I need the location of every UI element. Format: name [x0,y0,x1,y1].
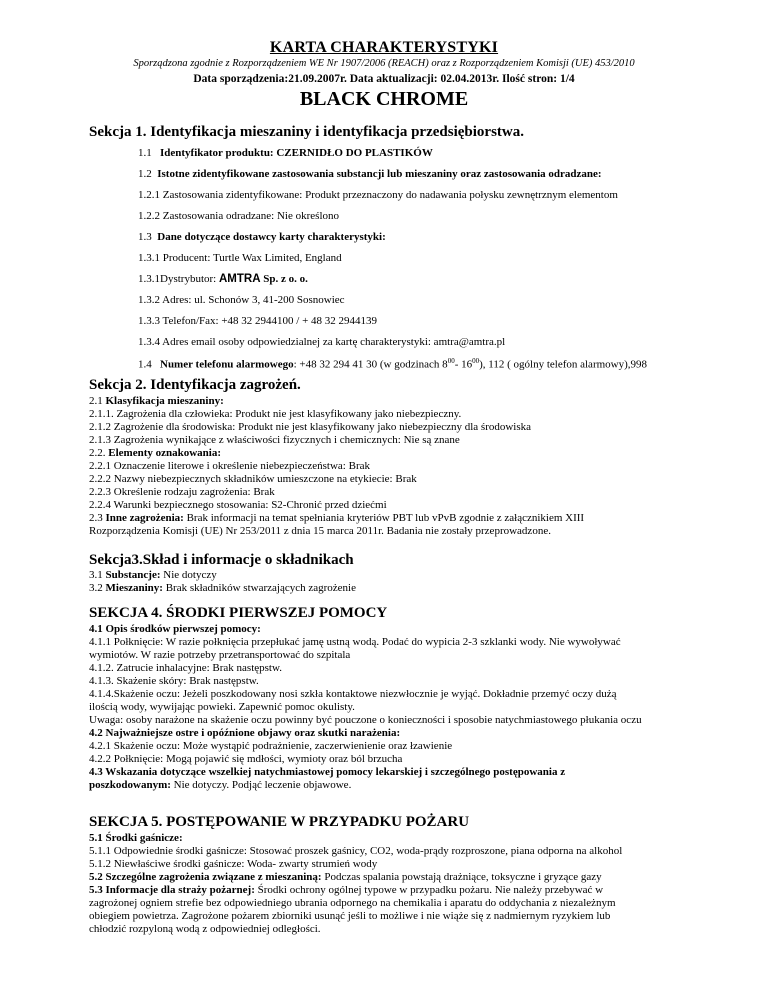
section-5-heading: SEKCJA 5. POSTĘPOWANIE W PRZYPADKU POŻARU [89,814,470,830]
line-4-1-2: 4.1.2. Zatrucie inhalacyjne: Brak następstw. [89,662,282,674]
emergency-phone-a: : +48 32 294 41 30 (w godzinach 8 [293,358,448,371]
line-2-1-2: 2.1.2 Zagrożenie dla środowiska: Produkt nie jest klasyfikowany jako niebezpieczny dla środowiska [89,421,532,433]
line-3-2 [89,582,689,595]
distributor-label: 1.3.1Dystrybutor: [138,273,219,285]
line-2-1-label: Klasyfikacja mieszaniny: [105,395,224,407]
emergency-sup-1: 00 [447,357,455,365]
line-1-2-2: 1.2.2 Zastosowania odradzane: Nie określono [138,210,339,222]
line-5-1-2: 5.1.2 Niewłaściwe środki gaśnicze: Woda- zwarty strumień wody [89,858,378,870]
line-2-2-number: 2.2. [89,447,109,459]
line-4-1: 4.1 Opis środków pierwszej pomocy: [89,623,261,635]
emergency-phone-c: ), 112 ( ogólny telefon alarmowy),998 [479,358,648,371]
emergency-phone-b: - 16 [454,358,473,371]
line-5-2 [89,871,689,884]
line-1-3 [138,231,386,243]
line-3-2-label: Mieszaniny: [105,582,163,594]
line-1-3-text: Dane dotyczące dostawcy karty charakterystyki: [157,231,386,243]
line-2-1 [89,395,689,408]
product-name: BLACK CHROME [299,88,469,110]
line-2-2-3: 2.2.3 Określenie rodzaju zagrożenia: Brak [89,486,275,498]
line-3-1-number: 3.1 [89,569,106,581]
line-4-1-1: 4.1.1 Połknięcie: W razie połknięcia przepłukać jamę ustną wodą. Podać do wypicia 2-3 szklanki wody. Nie wywoływać [89,636,621,648]
line-2-3 [89,512,689,525]
document-title: KARTA CHARAKTERYSTYKI [269,39,499,56]
line-1-3-number: 1.3 [138,231,152,243]
line-4-3: 4.3 Wskazania dotyczące wszelkiej natychmiastowej pomocy lekarskiej i szczególnego postępowania z [89,766,566,778]
line-1-1 [138,147,433,159]
line-1-2-number: 1.2 [138,168,152,180]
line-1-3-4: 1.3.4 Adres email osoby odpowiedzialnej za kartę charakterystyki: amtra@amtra.pl [138,336,506,348]
line-1-1-text: Identyfikator produktu: CZERNIDŁO DO PLASTIKÓW [160,147,433,159]
section-5-body [89,832,689,936]
line-1-3-3: 1.3.3 Telefon/Fax: +48 32 2944100 / + 48 32 2944139 [138,315,378,327]
line-4-2-2: 4.2.2 Połknięcie: Mogą pojawić się mdłości, wymioty oraz ból brzucha [89,753,403,765]
line-2-3-number: 2.3 [89,512,106,524]
line-5-2-text: Podczas spalania powstają drażniące, toksyczne i gryzące gazy [321,871,602,883]
line-2-2-4: 2.2.4 Warunki bezpiecznego stosowania: S2-Chronić przed dziećmi [89,499,387,511]
line-2-2 [89,447,689,460]
line-3-2-number: 3.2 [89,582,106,594]
line-4-3-cont [89,779,689,792]
line-1-2-text: Istotne zidentyfikowane zastosowania substancji lub mieszaniny oraz zastosowania odradzane: [157,168,602,180]
line-2-2-2: 2.2.2 Nazwy niebezpiecznych składników umieszczone na etykiecie: Brak [89,473,417,485]
line-5-3 [89,884,689,897]
line-5-3-cont-2: obiegiem powietrza. Zagrożone pożarem zbiorniki usunąć jeśli to możliwe i nie wiąże się z nadmiernym ryzykiem lub [89,910,611,922]
line-1-3-2: 1.3.2 Adres: ul. Schonów 3, 41-200 Sosnowiec [138,294,345,306]
line-5-2-label: 5.2 Szczególne zagrożenia związane z mieszaniną: [89,871,322,883]
line-4-3-text: Nie dotyczy. Podjąć leczenie objawowe. [170,779,352,791]
line-5-3-label: 5.3 Informacje dla straży pożarnej: [89,884,255,896]
line-4-2-1: 4.2.1 Skażenie oczu: Może wystąpić podrażnienie, zaczerwienienie oraz łzawienie [89,740,453,752]
section-1-heading: Sekcja 1. Identyfikacja mieszaniny i identyfikacja przedsiębiorstwa. [89,124,524,140]
line-5-1: 5.1 Środki gaśnicze: [89,832,183,844]
line-3-1-label: Substancje: [105,569,161,581]
line-2-2-label: Elementy oznakowania: [108,447,221,459]
line-1-1-number: 1.1 [138,147,152,159]
line-2-1-number: 2.1 [89,395,106,407]
section-2-body [89,395,689,538]
section-2-heading: Sekcja 2. Identyfikacja zagrożeń. [89,377,301,393]
line-1-3-1-distributor [138,273,308,285]
distributor-brand: AMTRA [218,273,261,285]
line-5-3-cont-1: zagrożonej ogniem strefie bez odpowiedniego ubrania odpornego na chemikalia i aparatu do oddychania z niezależnym [89,897,616,909]
line-4-2: 4.2 Najważniejsze ostre i opóźnione objawy oraz skutki narażenia: [89,727,401,739]
document-dates: Data sporządzenia:21.09.2007r. Data aktualizacji: 02.04.2013r. Ilość stron: 1/4 [193,73,575,85]
line-5-3-text-1: Środki ochrony ogólnej typowe w przypadku pożaru. Nie należy przebywać w [254,884,604,896]
line-1-4 [138,357,647,371]
line-2-3-text-1: Brak informacji na temat spełniania kryteriów PBT lub vPvB zgodnie z załącznikiem XIII [183,512,585,524]
line-4-1-4: 4.1.4.Skażenie oczu: Jeżeli poszkodowany nosi szkła kontaktowe niezwłocznie je wyjąć. Dokładnie przemyć oczy dużą [89,688,617,700]
distributor-suffix: Sp. z o. o. [260,273,308,285]
line-2-1-3: 2.1.3 Zagrożenia wynikające z właściwości fizycznych i chemicznych: Nie są znane [89,434,460,446]
line-3-1-text: Nie dotyczy [160,569,217,581]
line-2-1-1: 2.1.1. Zagrożenia dla człowieka: Produkt nie jest klasyfikowany jako niebezpieczny. [89,408,462,420]
section-3-body [89,569,689,595]
line-2-3-label: Inne zagrożenia: [105,512,184,524]
line-4-1-4-cont: ilością wody, wywijając powieki. Zapewnić pomoc okulisty. [89,701,355,713]
line-3-2-text: Brak składników stwarzających zagrożenie [162,582,356,594]
line-2-2-1: 2.2.1 Oznaczenie literowe i określenie niebezpieczeństwa: Brak [89,460,370,472]
line-4-note: Uwaga: osoby narażone na skażenie oczu powinny być pouczone o konieczności i sposobie natychmiastowego płukania oczu [89,714,642,726]
section-3-heading: Sekcja3.Skład i informacje o składnikach [89,552,354,568]
line-4-1-3: 4.1.3. Skażenie skóry: Brak następstw. [89,675,259,687]
line-5-3-cont-3: chłodzić rozpyloną wodą z odpowiedniej odległości. [89,923,321,935]
line-1-2-1: 1.2.1 Zastosowania zidentyfikowane: Produkt przeznaczony do nadawania połysku zewnętrznym elementom [138,189,618,201]
emergency-phone-label: Numer telefonu alarmowego [160,358,294,371]
line-1-2 [138,168,602,180]
line-4-1-1-cont: wymiotów. W razie potrzeby przetransportować do szpitala [89,649,351,661]
line-2-3-cont: Rozporządzenia Komisji (UE) Nr 253/2011 z dnia 15 marca 2011r. Badania nie zostały przeprowadzone. [89,525,551,537]
section-4-body [89,623,689,792]
regulation-subtitle: Sporządzona zgodnie z Rozporządzeniem WE Nr 1907/2006 (REACH) oraz z Rozporządzeniem Komisji (UE) 453/2010 [133,58,635,69]
line-4-3-label: poszkodowanym: [89,779,171,791]
line-1-3-1: 1.3.1 Producent: Turtle Wax Limited, England [138,252,342,264]
emergency-sup-2: 00 [472,357,480,365]
line-3-1 [89,569,689,582]
line-5-1-1: 5.1.1 Odpowiednie środki gaśnicze: Stosować proszek gaśnicy, CO2, woda-prądy rozproszone, piana odporna na alkohol [89,845,623,857]
line-1-4-number: 1.4 [138,358,152,371]
section-4-heading: SEKCJA 4. ŚRODKI PIERWSZEJ POMOCY [89,605,388,621]
